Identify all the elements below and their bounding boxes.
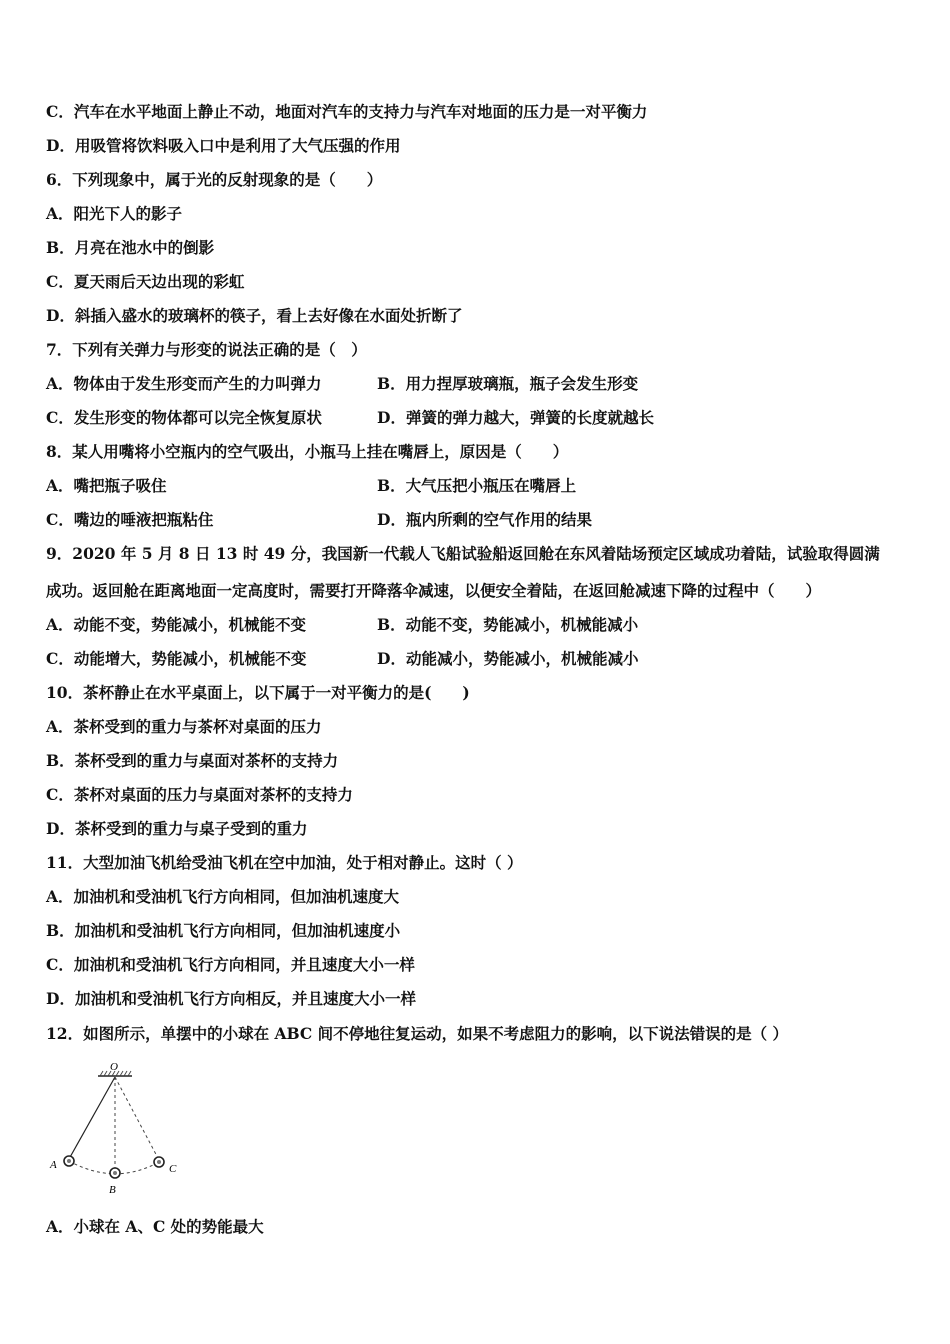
option-7c: C．发生形变的物体都可以完全恢复原状 xyxy=(46,408,322,427)
pendulum-string xyxy=(69,1077,115,1159)
question-8: 8．某人用嘴将小空瓶内的空气吸出，小瓶马上挂在嘴唇上，原因是（ ） xyxy=(46,442,569,461)
option-9a: A．动能不变，势能减小，机械能不变 xyxy=(46,615,307,634)
option-11b: B．加油机和受油机飞行方向相同，但加油机速度小 xyxy=(46,921,401,940)
dashed-string-c xyxy=(115,1077,159,1160)
option-11d: D．加油机和受油机飞行方向相反，并且速度大小一样 xyxy=(46,989,416,1008)
label-o: O xyxy=(110,1061,118,1073)
question-12: 12．如图所示，单摆中的小球在 ABC 间不停地往复运动，如果不考虑阻力的影响，以下说法错误的是（ ） xyxy=(46,1024,789,1043)
option-6c: C．夏天雨后天边出现的彩虹 xyxy=(46,272,245,291)
option-11a: A．加油机和受油机飞行方向相同，但加油机速度大 xyxy=(46,887,400,906)
option-8d: D．瓶内所剩的空气作用的结果 xyxy=(377,510,592,529)
option-7a: A．物体由于发生形变而产生的力叫弹力 xyxy=(46,374,322,393)
option-6a: A．阳光下人的影子 xyxy=(46,204,183,223)
question-10: 10．茶杯静止在水平桌面上，以下属于一对平衡力的是( ) xyxy=(46,683,470,702)
label-c: C xyxy=(169,1163,177,1175)
option-10a: A．茶杯受到的重力与茶杯对桌面的压力 xyxy=(46,717,322,736)
option-10c: C．茶杯对桌面的压力与桌面对茶杯的支持力 xyxy=(46,785,353,804)
question-9-line-2: 成功。返回舱在距离地面一定高度时，需要打开降落伞减速，以便安全着陆，在返回舱减速下降的过程中（ ） xyxy=(46,581,822,600)
option-6b: B．月亮在池水中的倒影 xyxy=(46,238,215,257)
option-5d: D．用吸管将饮料吸入口中是利用了大气压强的作用 xyxy=(46,136,401,155)
question-6: 6．下列现象中，属于光的反射现象的是（ ） xyxy=(46,170,383,189)
option-5c: C．汽车在水平地面上静止不动，地面对汽车的支持力与汽车对地面的压力是一对平衡力 xyxy=(46,102,648,121)
option-6d: D．斜插入盛水的玻璃杯的筷子，看上去好像在水面处折断了 xyxy=(46,306,463,325)
option-8a: A．嘴把瓶子吸住 xyxy=(46,476,167,495)
label-b: B xyxy=(109,1184,116,1196)
option-12a: A．小球在 A、C 处的势能最大 xyxy=(46,1217,264,1236)
question-11: 11．大型加油飞机给受油飞机在空中加油，处于相对静止。这时（ ） xyxy=(46,853,523,872)
label-a: A xyxy=(50,1159,57,1171)
option-11c: C．加油机和受油机飞行方向相同，并且速度大小一样 xyxy=(46,955,415,974)
option-10b: B．茶杯受到的重力与桌面对茶杯的支持力 xyxy=(46,751,339,770)
question-7: 7．下列有关弹力与形变的说法正确的是（ ） xyxy=(46,340,367,359)
option-9d: D．动能减小，势能减小，机械能减小 xyxy=(377,649,639,668)
option-8c: C．嘴边的唾液把瓶粘住 xyxy=(46,510,214,529)
option-9b: B．动能不变，势能减小，机械能减小 xyxy=(377,615,639,634)
option-10d: D．茶杯受到的重力与桌子受到的重力 xyxy=(46,819,308,838)
option-8b: B．大气压把小瓶压在嘴唇上 xyxy=(377,476,577,495)
question-9-line-1: 9．2020 年 5 月 8 日 13 时 49 分，我国新一代载人飞船试验船返回舱在东风着陆场预定区域成功着陆，试验取得圆满 xyxy=(46,544,880,563)
option-7b: B．用力捏厚玻璃瓶，瓶子会发生形变 xyxy=(377,374,639,393)
option-7d: D．弹簧的弹力越大，弹簧的长度就越长 xyxy=(377,408,654,427)
pendulum-figure xyxy=(46,1060,196,1200)
option-9c: C．动能增大，势能减小，机械能不变 xyxy=(46,649,307,668)
